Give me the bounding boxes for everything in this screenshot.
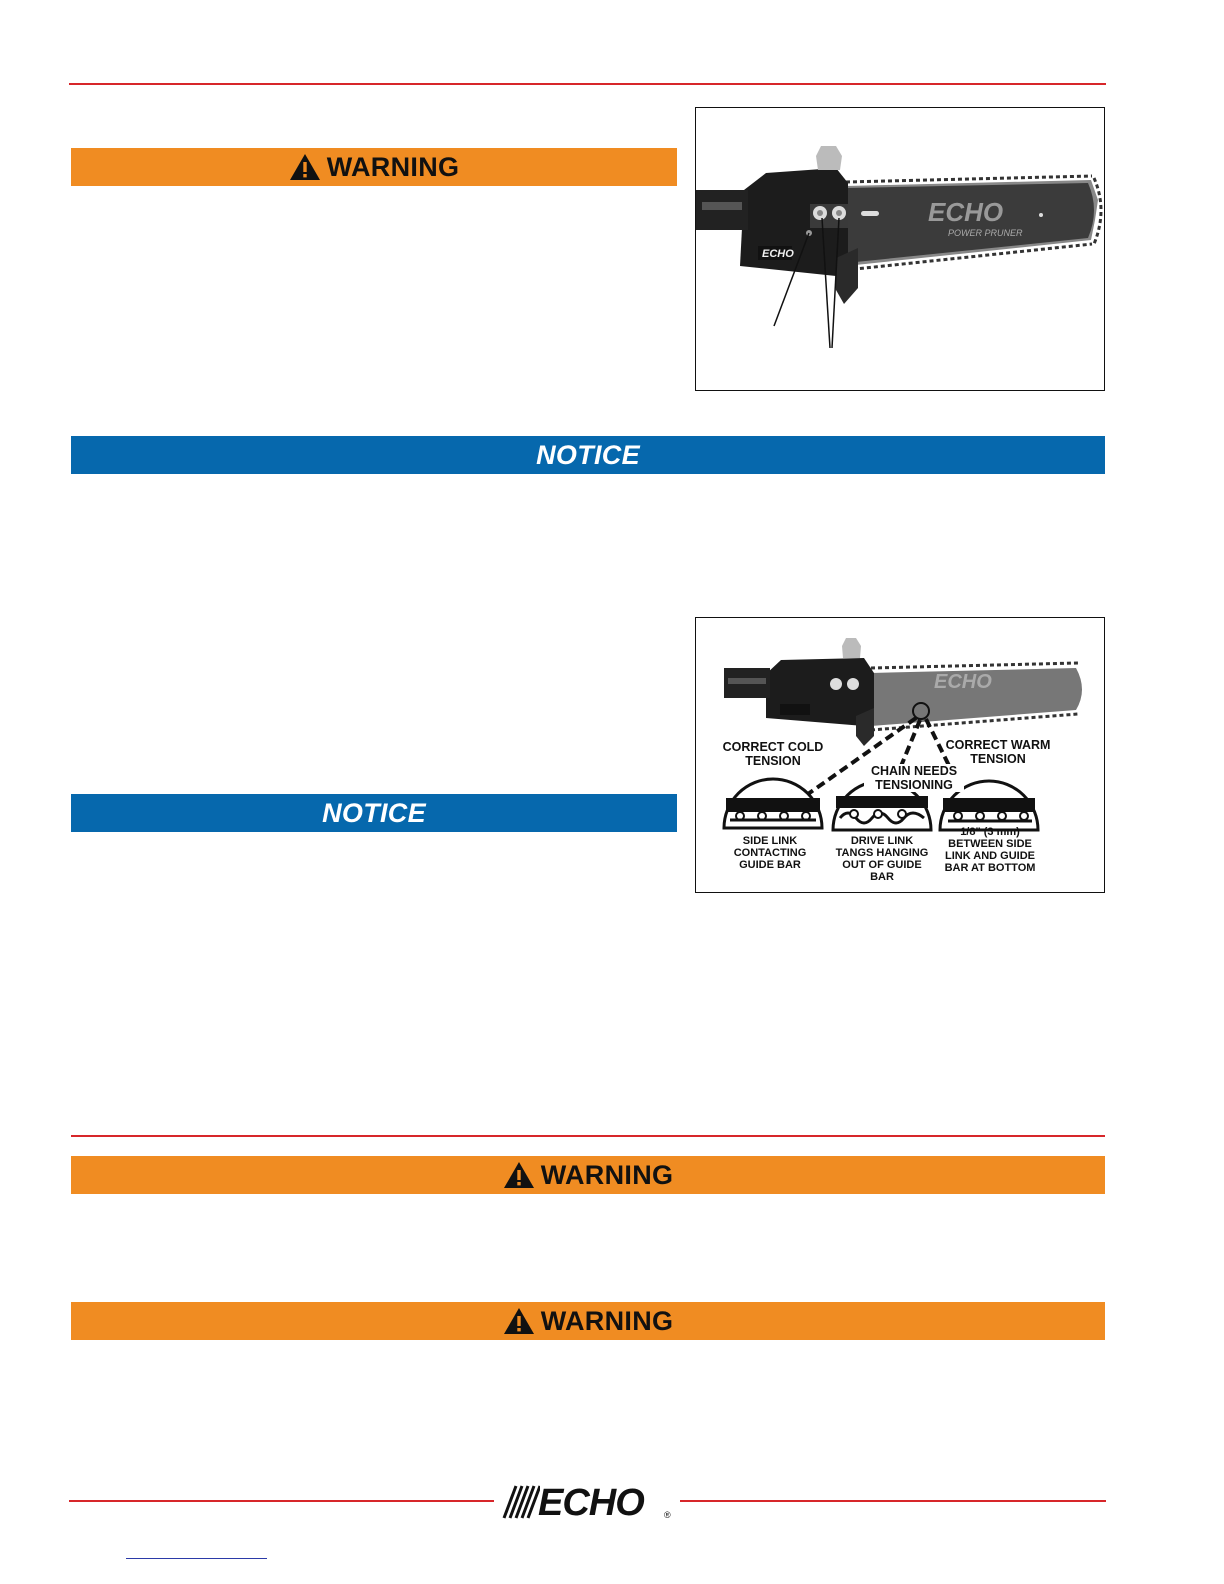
warning-triangle-icon <box>289 153 321 181</box>
top-rule <box>69 83 1106 85</box>
notice-label-2: NOTICE <box>322 797 426 828</box>
warning-banner-3 <box>71 1302 1105 1340</box>
head-brand-text: ECHO <box>762 248 794 260</box>
diagram-bar-brand: ECHO <box>934 671 992 693</box>
notice-banner-2 <box>71 794 677 832</box>
label-side-link: SIDE LINK CONTACTING GUIDE BAR <box>733 835 807 871</box>
notice-label: NOTICE <box>536 439 640 470</box>
label-correct-warm: CORRECT WARM TENSION <box>945 738 1051 766</box>
label-between: 1/8" (3 mm) BETWEEN SIDE LINK AND GUIDE BAR AT BOTTOM <box>944 826 1036 874</box>
footer-rule-right <box>680 1500 1106 1502</box>
notice-banner <box>71 436 1105 474</box>
warning-banner-2 <box>71 1156 1105 1194</box>
warning-label: WARNING <box>326 151 460 182</box>
logo-text: ECHO <box>538 1482 644 1524</box>
footer-rule-left <box>69 1500 494 1502</box>
logo-stripes-icon <box>500 1484 540 1520</box>
figure-bar-nuts <box>695 107 1105 391</box>
warning-triangle-icon <box>503 1161 535 1189</box>
echo-logo <box>498 1484 678 1524</box>
pole-saw-photo <box>696 108 1105 391</box>
warning-label-2: WARNING <box>540 1159 674 1190</box>
label-chain-needs: CHAIN NEEDS TENSIONING <box>864 764 964 792</box>
figure-chain-tension <box>695 617 1105 893</box>
warning-banner <box>71 148 677 186</box>
warning-triangle-icon <box>503 1307 535 1335</box>
footer-link-underline[interactable] <box>126 1558 267 1559</box>
logo-registered: ® <box>664 1510 671 1520</box>
label-drive-link: DRIVE LINK TANGS HANGING OUT OF GUIDE BAR <box>835 835 929 883</box>
warning-label-3: WARNING <box>540 1305 674 1336</box>
label-correct-cold: CORRECT COLD TENSION <box>722 740 824 768</box>
bar-brand-text: ECHO <box>928 197 1004 227</box>
section-rule <box>71 1135 1105 1137</box>
bar-product-text: POWER PRUNER <box>948 228 1023 238</box>
